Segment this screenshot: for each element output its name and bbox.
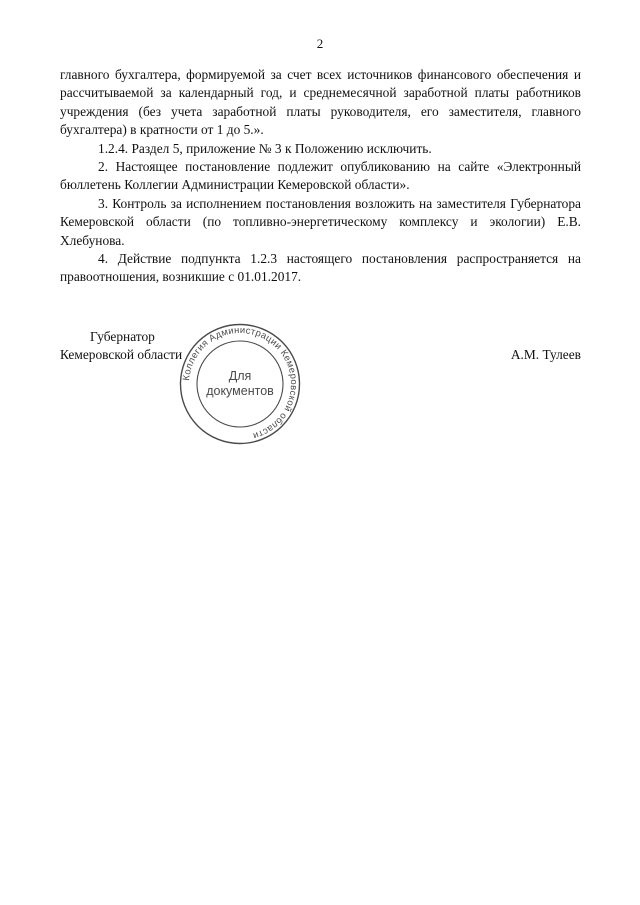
page-number: 2 [316,36,324,51]
stamp-seal [178,322,302,446]
signature-block [60,328,581,458]
paragraph-item-4: 4. Действие подпункта 1.2.3 настоящего постановления распространяется на правоотношения, возникшие с 01.01.2017. [60,251,581,285]
stamp-ring-text: Коллегия Администрации Кемеровской области [180,323,301,443]
official-stamp [178,322,302,446]
document-body [60,66,581,287]
signatory-name: А.М. Тулеев [510,347,581,362]
stamp-center-line1: Для [228,369,252,383]
paragraph-item-2: 2. Настоящее постановление подлежит опубликованию на сайте «Электронный бюллетень Коллегии Администрации Кемеровской области». [60,159,581,193]
signatory-title-line2: Кемеровской области [60,347,183,362]
paragraph-item-3: 3. Контроль за исполнением постановления возложить на заместителя Губернатора Кемеровской области (по топливно-энергетическому комплексу и экологии) Е.В. Хлебунова. [60,195,581,248]
paragraph-item-1-2-4: 1.2.4. Раздел 5, приложение № 3 к Положению исключить. [98,140,432,156]
stamp-center-line2: документов [206,384,274,398]
signatory-title-line1: Губернатор [90,329,155,344]
paragraph-continuation: главного бухгалтера, формируемой за счет всех источников финансового обеспечения и рассчитываемой за календарный год, и среднемесячной заработной платы работников учреждения (без учета заработной платы руководителя, его заместителя, главного бухгалтера) в кратности от 1 до 5.». [60,67,581,138]
